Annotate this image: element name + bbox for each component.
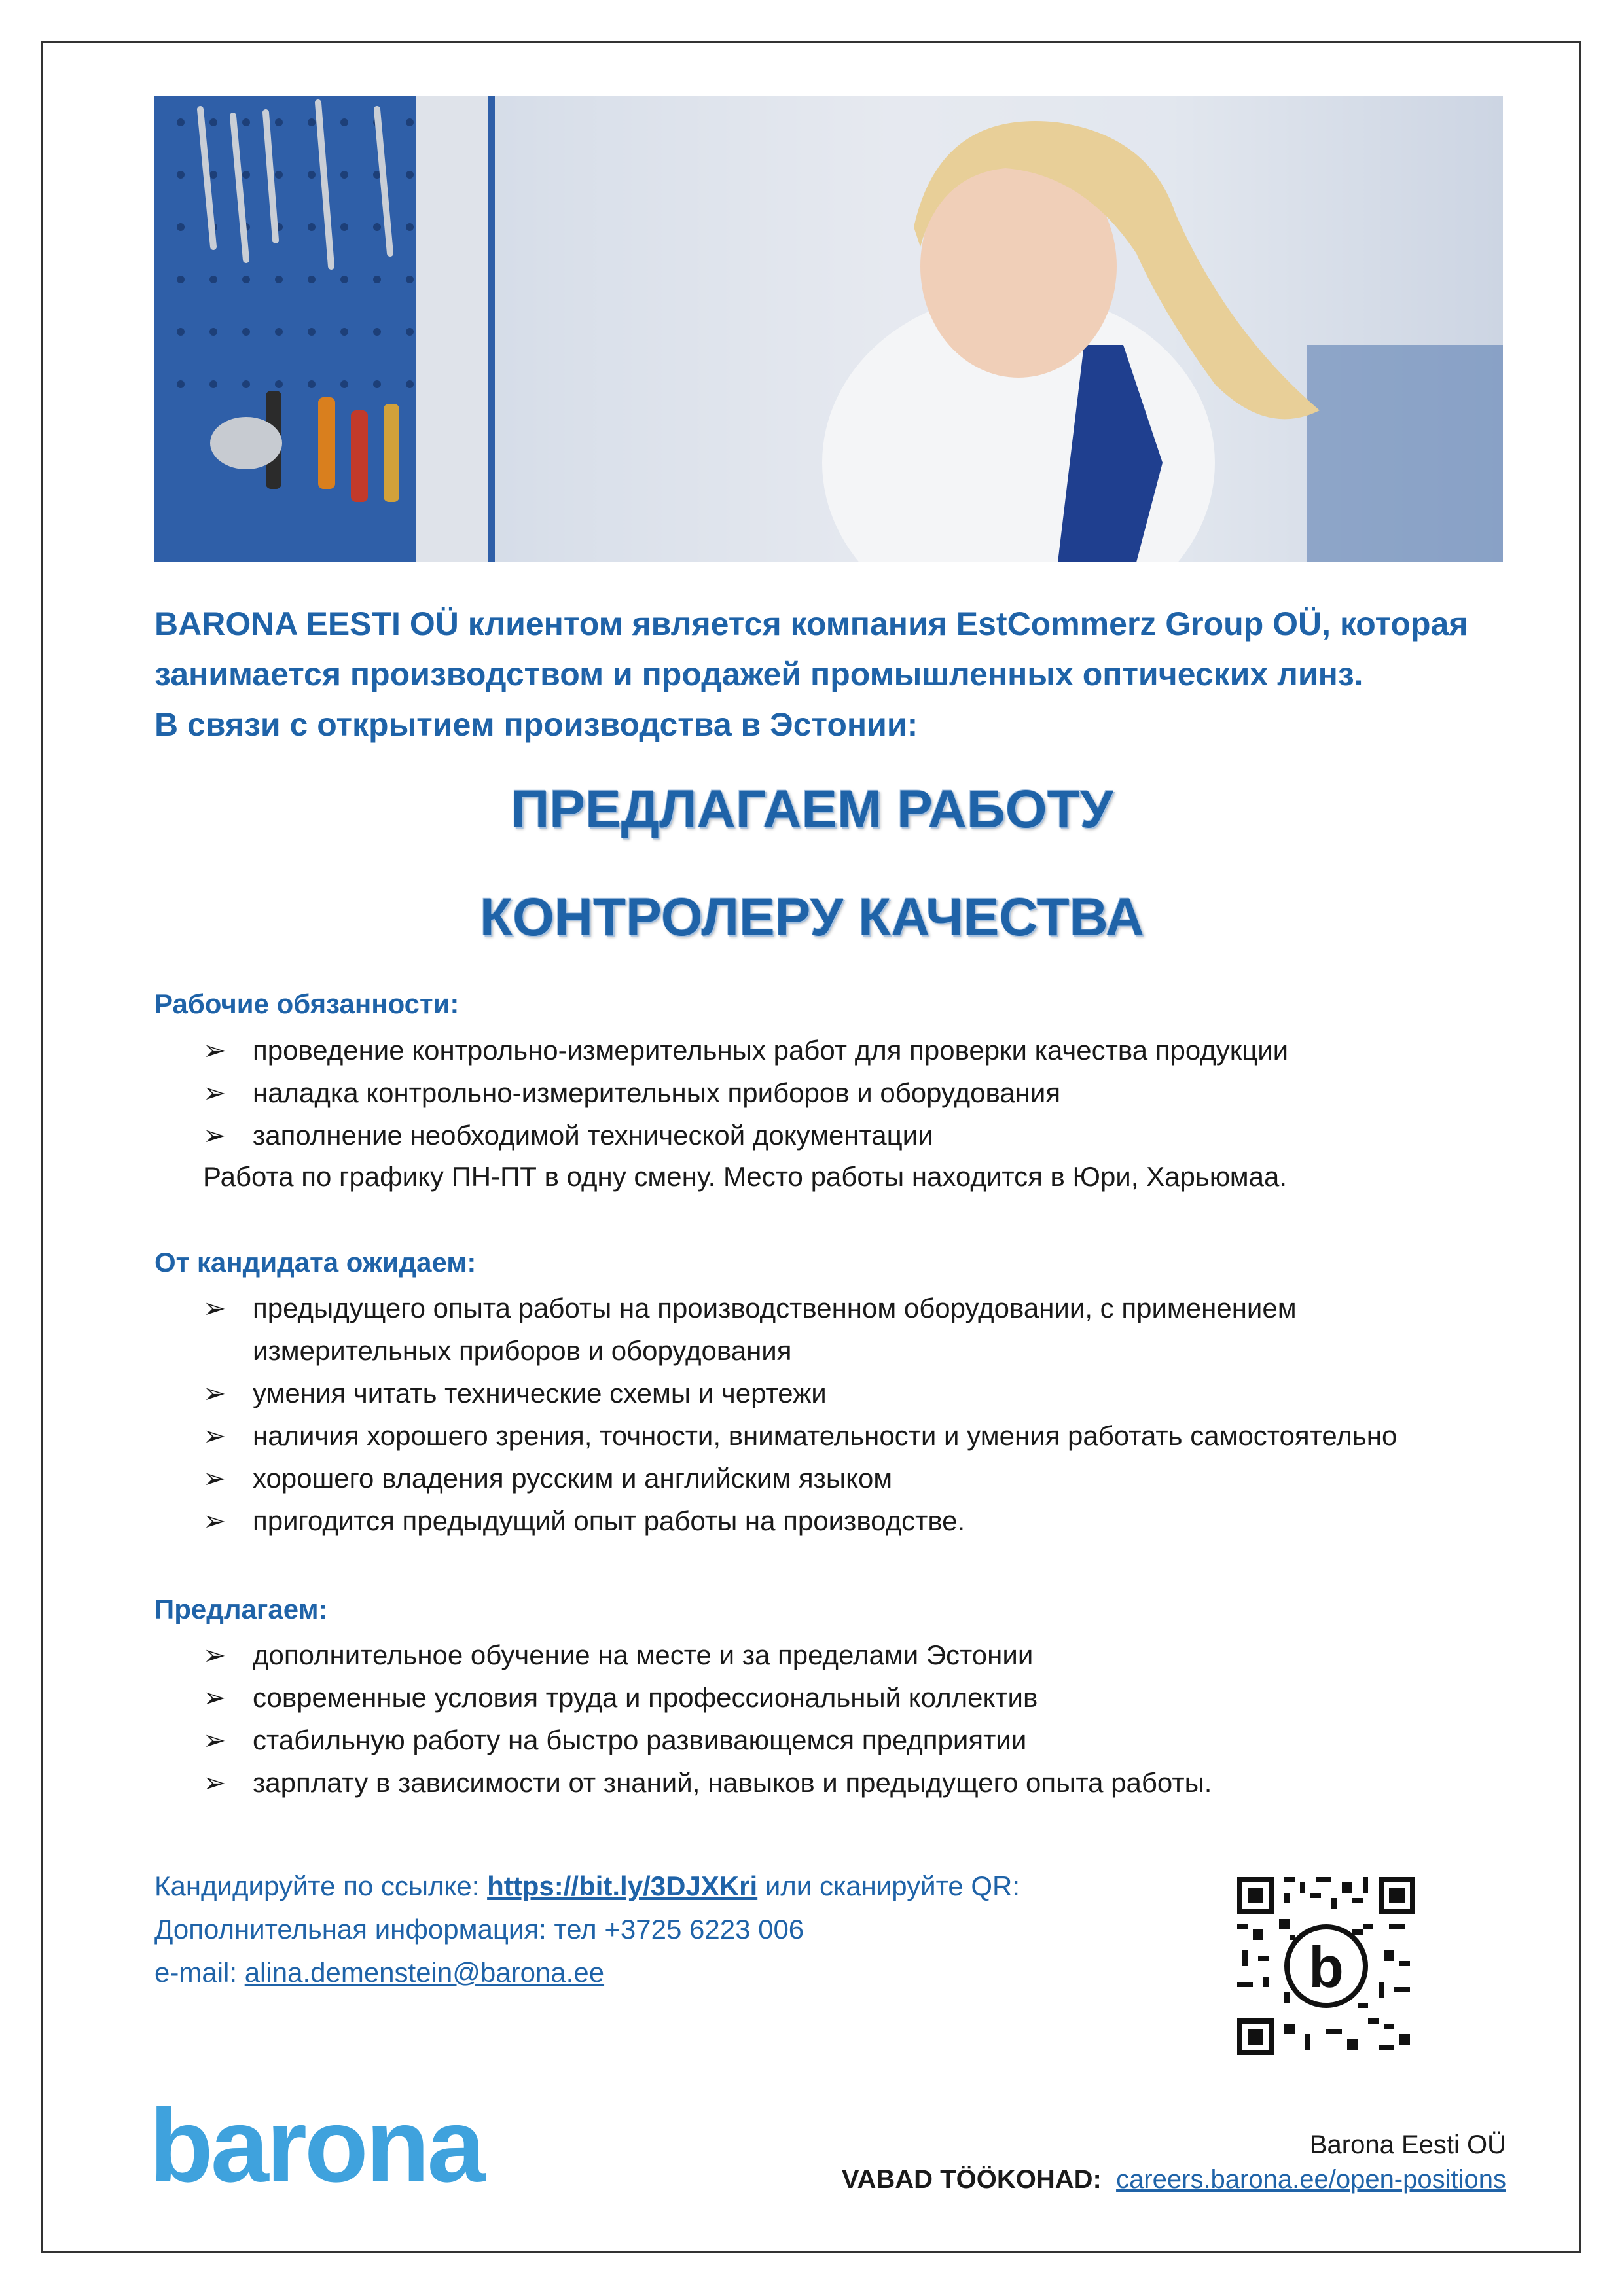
headline-line-1: ПРЕДЛАГАЕМ РАБОТУ	[511, 780, 1113, 839]
intro-line-2: занимается производством и продажей промышленных оптических линз.	[154, 656, 1363, 692]
bullet-arrow-icon: ➢	[203, 1293, 226, 1323]
bullet-arrow-icon: ➢	[203, 1640, 226, 1670]
list-item: ➢ хорошего владения русским и английским языком	[203, 1457, 1512, 1499]
list-item: ➢ зарплату в зависимости от знаний, навыков и предыдущего опыта работы.	[203, 1761, 1512, 1804]
email-link[interactable]: alina.demenstein@barona.ee	[244, 1957, 605, 1988]
apply-link[interactable]: https://bit.ly/3DJXKri	[487, 1871, 758, 1901]
list-item: ➢ пригодится предыдущий опыт работы на производстве.	[203, 1499, 1512, 1542]
offer-list	[203, 1634, 1512, 1804]
bullet-arrow-icon: ➢	[203, 1420, 226, 1451]
list-item: ➢ заполнение необходимой технической документации	[203, 1114, 1512, 1157]
email-line: e-mail: alina.demenstein@barona.ee	[154, 1957, 605, 1988]
footer-company: Barona Eesti OÜ	[1309, 2130, 1506, 2159]
footer-vacancies: VABAD TÖÖKOHAD: careers.barona.ee/open-positions	[841, 2165, 1506, 2194]
list-item: ➢ дополнительное обучение на месте и за пределами Эстонии	[203, 1634, 1512, 1676]
duties-title: Рабочие обязанности:	[154, 988, 460, 1019]
bullet-arrow-icon: ➢	[203, 1463, 226, 1494]
bullet-arrow-icon: ➢	[203, 1725, 226, 1755]
expect-list	[203, 1287, 1512, 1542]
list-item: ➢ наладка контрольно-измерительных приборов и оборудования	[203, 1071, 1512, 1114]
list-item: ➢ стабильную работу на быстро развивающемся предприятии	[203, 1719, 1512, 1761]
intro-line-1: BARONA EESTI OÜ клиентом является компания EstCommerz Group OÜ, которая	[154, 605, 1468, 642]
list-item: ➢ проведение контрольно-измерительных работ для проверки качества продукции	[203, 1029, 1512, 1071]
vacancies-link[interactable]: careers.barona.ee/open-positions	[1116, 2165, 1506, 2194]
headline-line-2: КОНТРОЛЕРУ КАЧЕСТВА	[479, 888, 1145, 947]
intro-text	[154, 599, 1516, 750]
bullet-arrow-icon: ➢	[203, 1077, 226, 1108]
svg-text:b: b	[1308, 1935, 1344, 2000]
bullet-arrow-icon: ➢	[203, 1120, 226, 1151]
apply-line: Кандидируйте по ссылке: https://bit.ly/3DJXKri или сканируйте QR:	[154, 1871, 1020, 1901]
barona-logo	[149, 2104, 529, 2199]
bullet-arrow-icon: ➢	[203, 1378, 226, 1408]
list-item: ➢ умения читать технические схемы и чертежи	[203, 1372, 1512, 1414]
list-item: ➢ предыдущего опыта работы на производственном оборудовании, с применением измерительных приборов и оборудования	[203, 1287, 1512, 1372]
svg-text:barona: barona	[149, 2104, 483, 2196]
list-item: ➢ наличия хорошего зрения, точности, внимательности и умения работать самостоятельно	[203, 1414, 1512, 1457]
duties-list	[203, 1029, 1512, 1157]
bullet-arrow-icon: ➢	[203, 1505, 226, 1536]
list-item: ➢ современные условия труда и профессиональный коллектив	[203, 1676, 1512, 1719]
qr-code[interactable]	[1237, 1877, 1415, 2055]
schedule-note: Работа по графику ПН-ПТ в одну смену. Место работы находится в Юри, Харьюмаа.	[203, 1161, 1288, 1192]
expect-title: От кандидата ожидаем:	[154, 1247, 477, 1278]
info-line: Дополнительная информация: тел +3725 6223 006	[154, 1914, 804, 1945]
bullet-arrow-icon: ➢	[203, 1035, 226, 1066]
offer-title: Предлагаем:	[154, 1594, 328, 1624]
hero-photo	[154, 96, 1503, 562]
intro-line-3: В связи с открытием производства в Эстонии:	[154, 706, 918, 743]
bullet-arrow-icon: ➢	[203, 1682, 226, 1713]
bullet-arrow-icon: ➢	[203, 1767, 226, 1798]
